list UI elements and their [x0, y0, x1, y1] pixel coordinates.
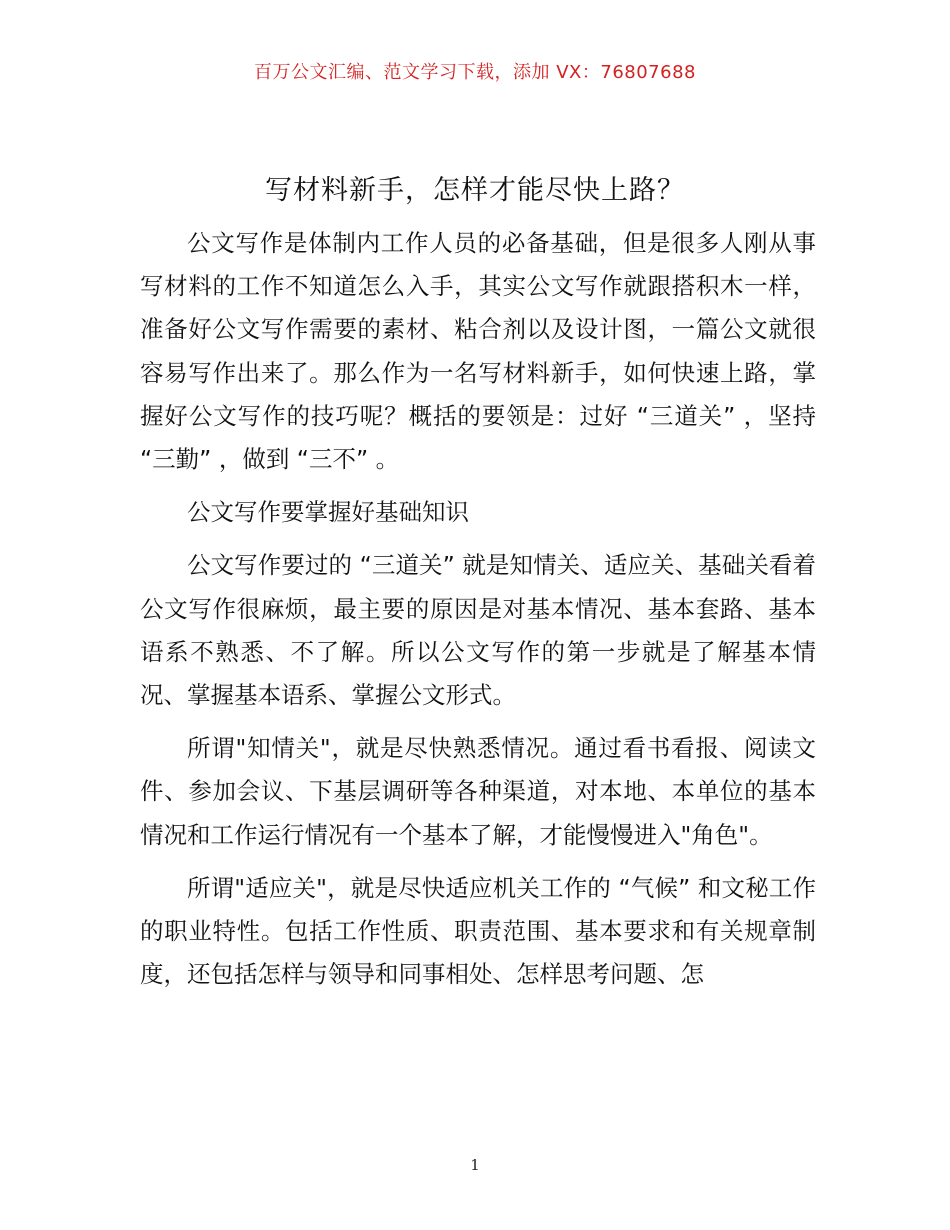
paragraph-intro: 公文写作是体制内工作人员的必备基础，但是很多人刚从事写材料的工作不知道怎么入手，其实公文写作就跟搭积木一样，准备好公文写作需要的素材、粘合剂以及设计图，一篇公文就很容易写作出来了。那么作为一名写材料新手，如何快速上路，掌握好公文写作的技巧呢？概括的要领是：过好 “三道关” ，坚持 “三勤” ，做到 “三不” 。	[140, 229, 816, 474]
paragraph-adaptation-pass: 所谓"适应关"，就是尽快适应机关工作的 “气候” 和文秘工作的职业特性。包括工作性质、职责范围、基本要求和有关规章制度，还包括怎样与领导和同事相处、怎样思考问题、怎	[140, 873, 816, 989]
paragraph-knowledge-pass: 所谓"知情关"，就是尽快熟悉情况。通过看书看报、阅读文件、参加会议、下基层调研等各种渠道，对本地、本单位的基本情况和工作运行情况有一个基本了解，才能慢慢进入"角色"。	[140, 734, 816, 849]
paragraph-section-heading: 公文写作要掌握好基础知识	[187, 498, 469, 527]
page-number: 1	[470, 1156, 480, 1174]
document-title: 写材料新手，怎样才能尽快上路？	[265, 175, 685, 206]
paragraph-three-passes: 公文写作要过的 “三道关” 就是知情关、适应关、基础关看着公文写作很麻烦，最主要的原因是对基本情况、基本套路、基本语系不熟悉、不了解。所以公文写作的第一步就是了解基本情况、掌握基本语系、掌握公文形式。	[140, 551, 816, 710]
header-banner: 百万公文汇编、范文学习下载，添加 VX：76807688	[254, 62, 696, 83]
document-body	[140, 222, 816, 1006]
